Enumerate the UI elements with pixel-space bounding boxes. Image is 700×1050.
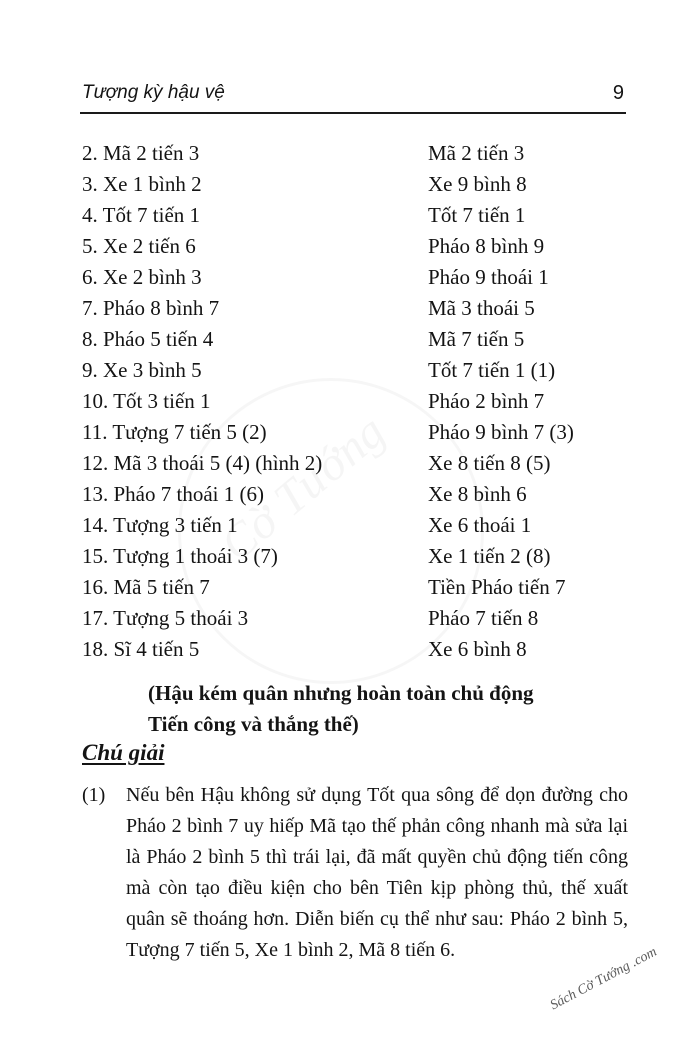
page-number: 9	[612, 82, 624, 104]
conclusion-line-1: (Hậu kém quân nhưng hoàn toàn chủ động	[148, 681, 534, 705]
move-black: Pháo 9 bình 7 (3)	[428, 420, 574, 444]
move-red: 2. Mã 2 tiến 3	[82, 141, 200, 165]
move-black: Tiền Pháo tiến 7	[428, 575, 566, 599]
move-black: Xe 6 bình 8	[428, 637, 527, 661]
move-black: Mã 7 tiến 5	[428, 327, 525, 351]
move-row	[82, 634, 642, 665]
move-red: 8. Pháo 5 tiến 4	[82, 327, 214, 351]
move-black: Pháo 9 thoái 1	[428, 265, 549, 289]
move-row	[82, 231, 642, 262]
move-black: Xe 1 tiến 2 (8)	[428, 544, 551, 568]
move-red: 3. Xe 1 bình 2	[82, 172, 202, 196]
running-header-title: Tượng kỳ hậu vệ	[82, 82, 225, 103]
move-row	[82, 386, 642, 417]
move-row	[82, 510, 642, 541]
move-red: 6. Xe 2 bình 3	[82, 265, 202, 289]
move-black: Tốt 7 tiến 1 (1)	[428, 358, 556, 382]
move-red: 5. Xe 2 tiến 6	[82, 234, 196, 258]
move-black: Pháo 8 bình 9	[428, 234, 545, 258]
move-row	[82, 541, 642, 572]
move-red: 16. Mã 5 tiến 7	[82, 575, 210, 599]
move-list	[82, 138, 642, 665]
move-red: 12. Mã 3 thoái 5 (4) (hình 2)	[82, 451, 323, 475]
move-red: 9. Xe 3 bình 5	[82, 358, 202, 382]
move-row	[82, 169, 642, 200]
move-red: 10. Tốt 3 tiến 1	[82, 389, 211, 413]
move-row	[82, 603, 642, 634]
move-red: 4. Tốt 7 tiến 1	[82, 203, 201, 227]
conclusion-line-2: Tiến công và thắng thế)	[148, 712, 359, 736]
move-black: Pháo 2 bình 7	[428, 389, 545, 413]
notes-heading: Chú giải	[82, 740, 165, 765]
move-row	[82, 293, 642, 324]
publisher-watermark-logo: Sách Cờ Tướng .com	[548, 944, 660, 1014]
move-red: 14. Tượng 3 tiến 1	[82, 513, 238, 537]
move-row	[82, 324, 642, 355]
move-row	[82, 572, 642, 603]
move-red: 17. Tượng 5 thoái 3	[82, 606, 249, 630]
move-black: Pháo 7 tiến 8	[428, 606, 539, 630]
move-red: 15. Tượng 1 thoái 3 (7)	[82, 544, 278, 568]
move-red: 7. Pháo 8 bình 7	[82, 296, 220, 320]
conclusion	[148, 678, 534, 740]
note-text: Nếu bên Hậu không sử dụng Tốt qua sông để dọn đường cho Pháo 2 bình 7 uy hiếp Mã tạo thế phản công nhanh mà sửa lại là Pháo 2 bình 5 thì trái lại, đã mất quyền chủ động tiến công mà còn tạo điều kiện cho bên Tiên kịp phòng thủ, thế xuất quân sẽ thoáng hơn. Diễn biến cụ thể như sau: Pháo 2 bình 5, Tượng 7 tiến 5, Xe 1 bình 2, Mã 8 tiến 6.	[126, 784, 628, 961]
move-red: 18. Sĩ 4 tiến 5	[82, 637, 200, 661]
move-row	[82, 355, 642, 386]
move-row	[82, 200, 642, 231]
move-black: Xe 8 bình 6	[428, 482, 527, 506]
move-black: Mã 3 thoái 5	[428, 296, 535, 320]
move-row	[82, 138, 642, 169]
running-header	[80, 82, 626, 114]
move-black: Tốt 7 tiến 1	[428, 203, 526, 227]
move-red: 13. Pháo 7 thoái 1 (6)	[82, 482, 264, 506]
move-black: Xe 8 tiến 8 (5)	[428, 451, 551, 475]
move-red: 11. Tượng 7 tiến 5 (2)	[82, 420, 267, 444]
note-marker: (1)	[82, 784, 106, 806]
move-black: Xe 6 thoái 1	[428, 513, 532, 537]
move-row	[82, 448, 642, 479]
move-black: Mã 2 tiến 3	[428, 141, 525, 165]
move-row	[82, 262, 642, 293]
move-row	[82, 479, 642, 510]
move-row	[82, 417, 642, 448]
move-black: Xe 9 bình 8	[428, 172, 527, 196]
